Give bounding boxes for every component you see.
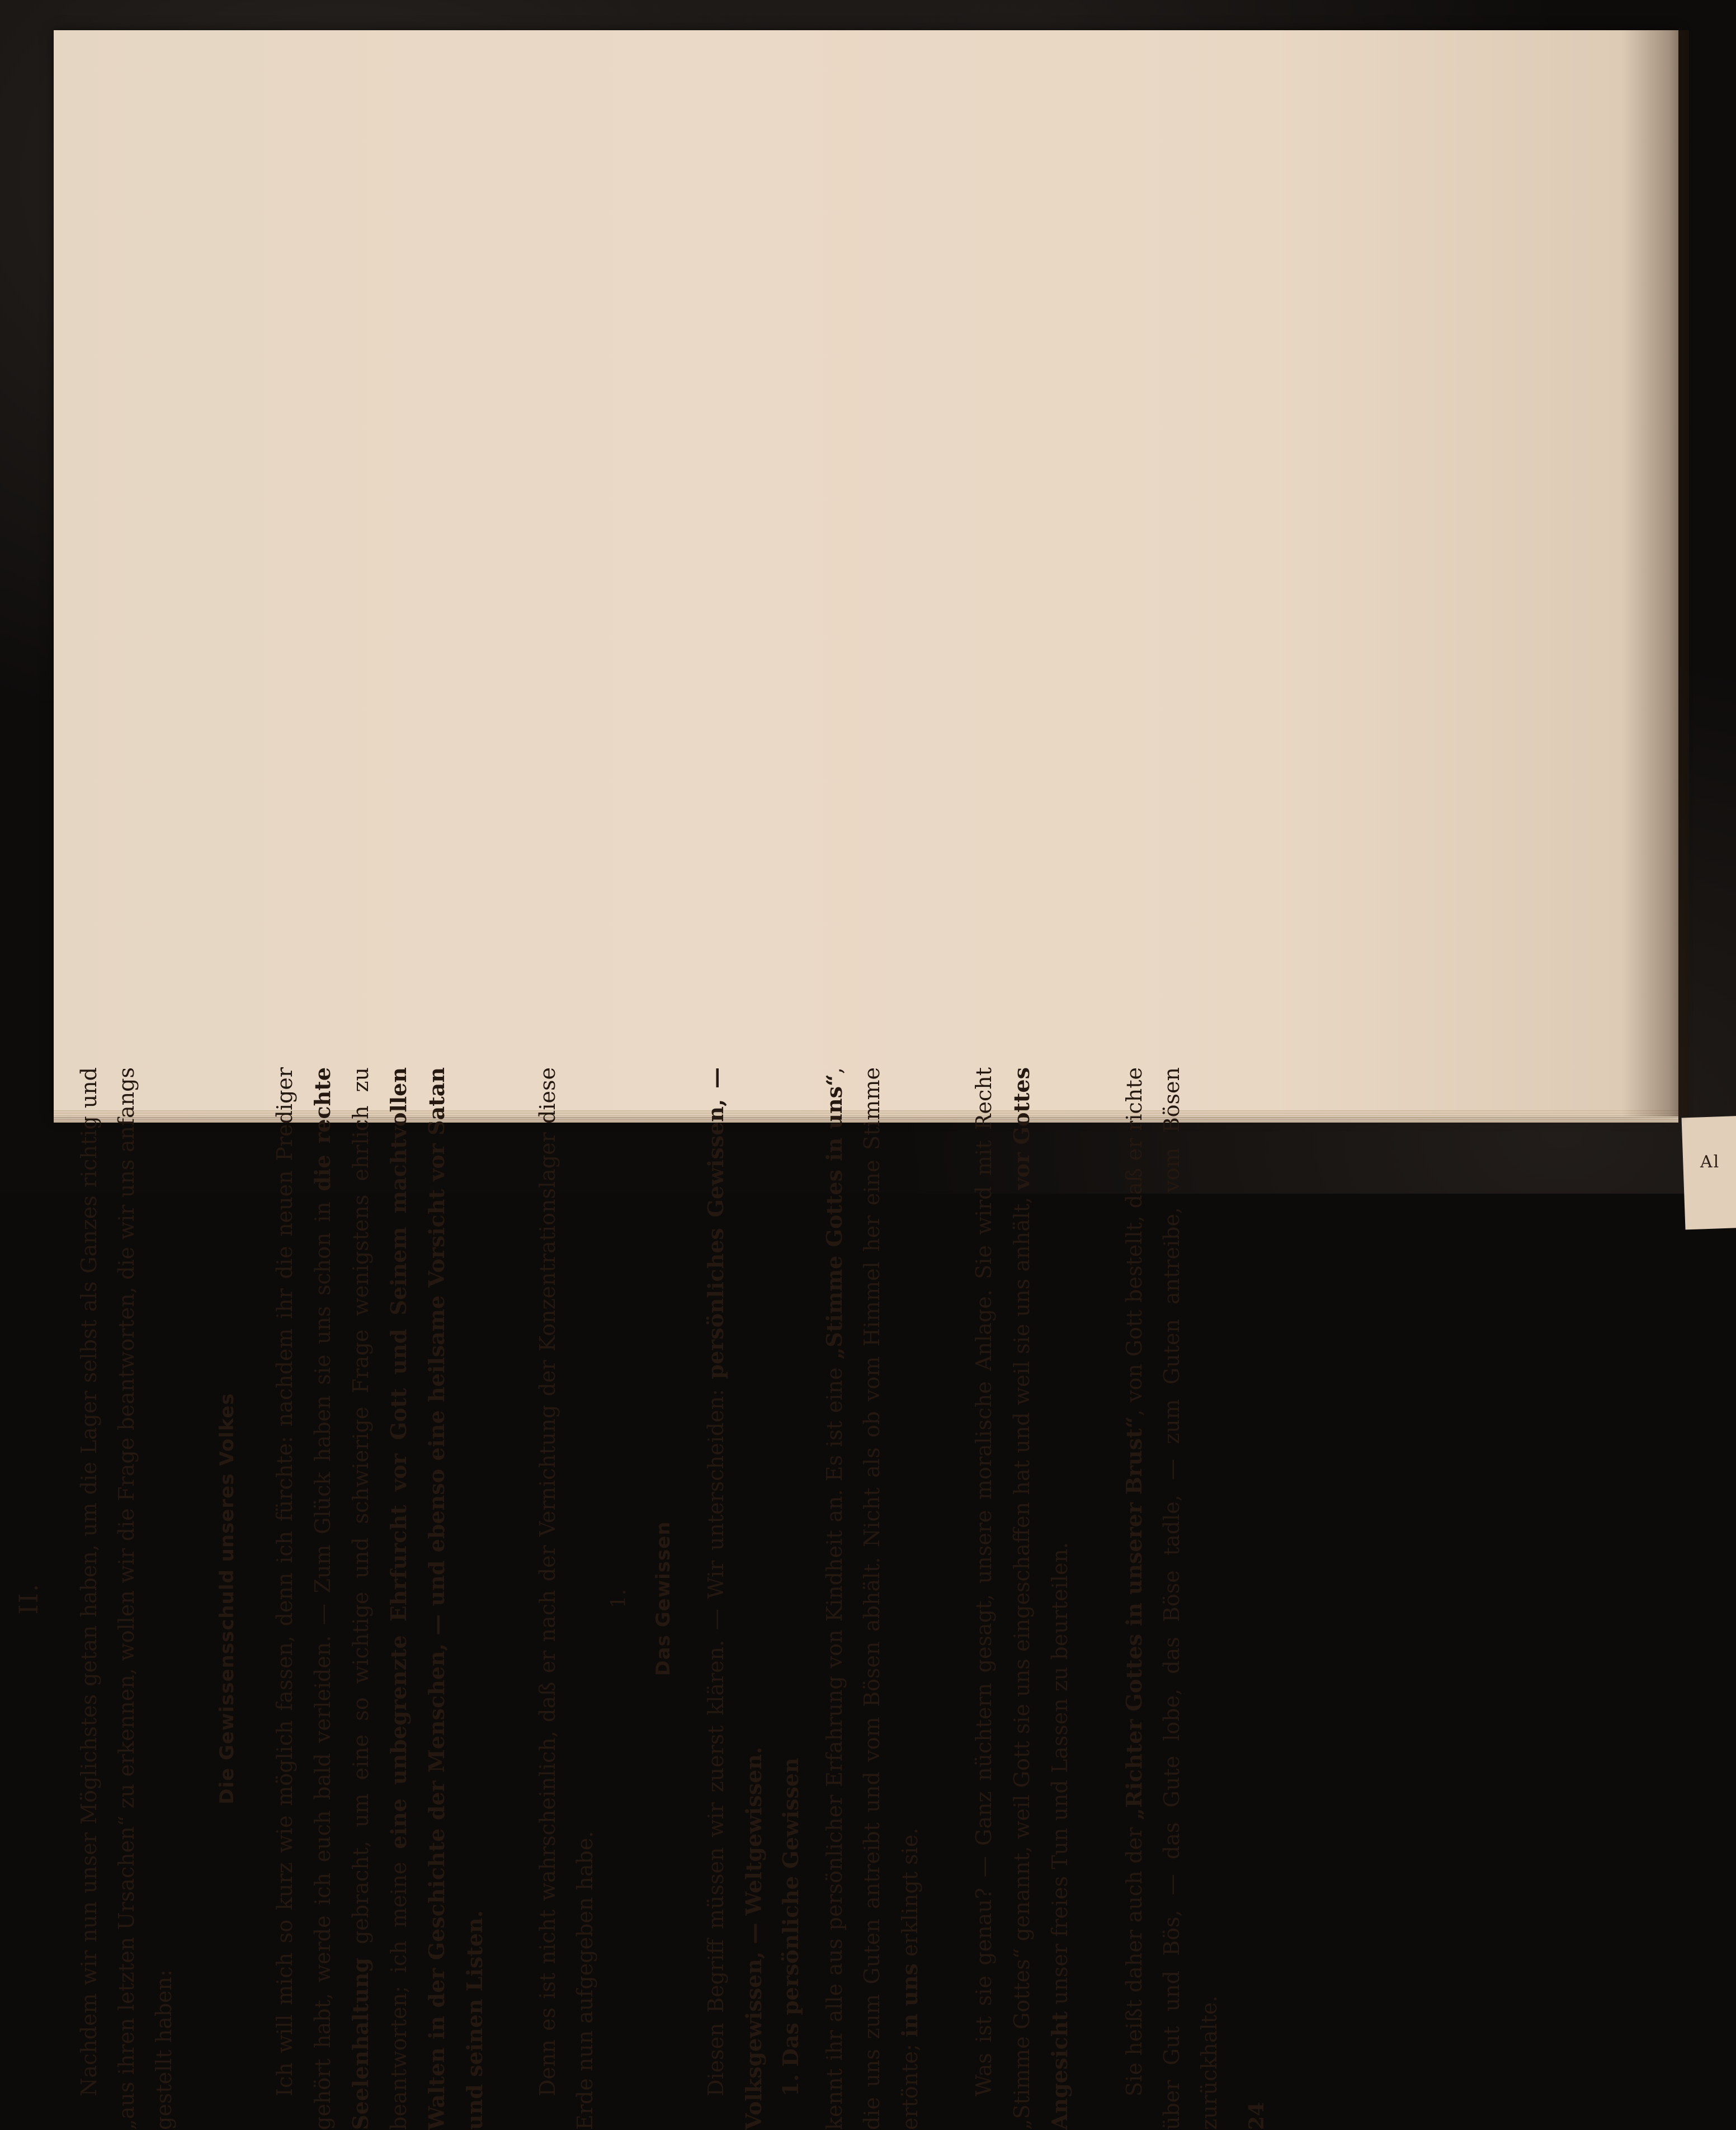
subsection-number: 1. (607, 1589, 630, 1609)
para4-bold-d: in uns (897, 1963, 922, 2038)
paragraph-6 (1115, 1067, 1228, 2130)
paragraph-4 (815, 1067, 929, 2130)
para6-text-c: , von Gott bestellt, daß er richte über Gut und Bös, — das Gute lobe, das Böse tadle, — zum Guten antreibe, vom Bösen zurückhalte. (1122, 1067, 1221, 2130)
intro-paragraph: Nachdem wir nun unser Möglichstes getan haben, um die Lager selbst als Ganzes richtig und „aus ihren letzten Ursachen“ zu erkennen, wollen wir die Frage beantworten, die wir uns anfangs gestellt haben: (77, 1067, 176, 2130)
para1-text-a: Ich will mich so kurz wie möglich fassen, denn ich fürchte: nachdem ihr die neuen Prediger gehört habt, werde ich euch bald verleiden. — Zum Glück haben sie uns schon in (272, 1067, 335, 2130)
para5-text-a: Was ist sie genau? — Ganz nüchtern gesagt, unsere moralische Anlage. Sie wird mit Recht „Stimme Gottes“ genannt, weil Gott sie uns eingeschaffen hat und weil sie uns anhält, (971, 1067, 1034, 2130)
para1-text-c: gebracht, um eine so wichtige und schwierige Frage wenigstens ehrlich zu beantworten; ich meine (348, 1067, 411, 2130)
facing-page (1682, 1114, 1736, 1230)
para1-bold-d: eine unbegrenzte Ehrfurcht vor Gott und Seinem machtvollen Walten in der Geschichte der Menschen, — und ebenso eine heilsame Vorsicht vor Satan und seinen Listen. (386, 1067, 487, 2130)
chapter-numeral: II. (13, 1582, 44, 1615)
paragraph-5 (965, 1067, 1079, 2130)
section-heading: Die Gewissensschuld unseres Volkes (216, 1393, 238, 1804)
paragraph-3 (697, 1067, 773, 2130)
para3-bold-b: persönliches Gewissen, — Volksgewissen, — Weltgewissen. (703, 1067, 766, 2130)
facing-page-fragment: Al (1700, 1152, 1720, 1172)
book-page (54, 30, 1678, 1116)
para4-text-c: , die uns zum Guten antreibt und vom Bösen abhält. Nicht als ob vom Himmel her eine Stimme ertönte; (822, 1067, 922, 2130)
para1-bold-b: die rechte Seelenhaltung (310, 1067, 373, 2130)
page-text-block (3, 1067, 1284, 2130)
para6-text-a: Sie heißt daher auch der (1122, 1820, 1147, 2096)
paragraph-1 (266, 1067, 494, 2130)
para4-bold-b: „Stimme Gottes in uns“ (822, 1074, 847, 1360)
sub-sub-heading: 1. Das persönliche Gewissen (778, 1757, 803, 2096)
para4-text-a: kennt ihr alle aus persönlicher Erfahrung von Kindheit an. Es ist eine (822, 1359, 847, 2130)
para6-bold-b: „Richter Gottes in unserer Brust“ (1121, 1416, 1147, 1820)
para5-bold-b: vor Gottes Angesicht (1009, 1067, 1072, 2130)
para3-text-a: Diesen Begriff müssen wir zuerst klären. — Wir unterscheiden: (704, 1379, 728, 2096)
para4-text-e: erklingt sie. (898, 1827, 922, 1964)
book-gutter (1622, 30, 1689, 1116)
para5-text-c: unser freies Tun und Lassen zu beurteilen. (1048, 1542, 1072, 2011)
subsection-heading: Das Gewissen (652, 1521, 674, 1676)
page-number: 24 (1245, 2101, 1268, 2130)
paragraph-2: Denn es ist nicht wahrscheinlich, daß er nach der Vernichtung der Konzentrationslager diese Erde nun aufgegeben habe. (535, 1067, 597, 2130)
